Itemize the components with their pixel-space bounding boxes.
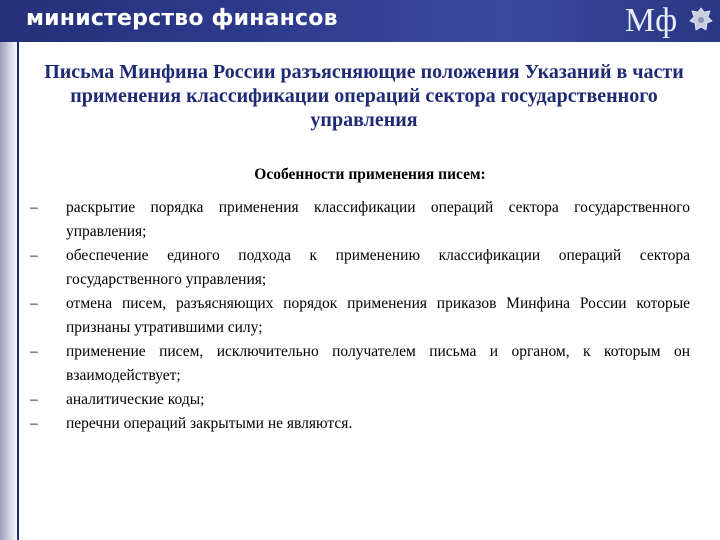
bullet-dash: – — [30, 343, 38, 360]
slide-title: Письма Минфина России разъясняющие положения Указаний в части применения классификации операций сектора государственного управления — [44, 61, 684, 131]
list-item — [30, 388, 690, 412]
bullet-dash: – — [30, 295, 38, 312]
list-item — [30, 244, 690, 292]
ministry-name: министерство финансов — [26, 6, 338, 31]
list-item-text: применение писем, исключительно получателем письма и органом, к которым он взаимодействует; — [66, 343, 690, 384]
list-item-text: аналитические коды; — [66, 391, 205, 408]
bullet-dash: – — [30, 247, 38, 264]
header-bar — [0, 0, 720, 42]
list-item — [30, 196, 690, 244]
bullet-dash: – — [30, 391, 38, 408]
list-item-text: раскрытие порядка применения классификации операций сектора государственного управления; — [66, 199, 690, 240]
left-decorative-band — [0, 42, 18, 540]
features-list — [30, 196, 690, 436]
bullet-dash: – — [30, 415, 38, 432]
list-item-text: отмена писем, разъясняющих порядок применения приказов Минфина России которые признаны утратившими силу; — [66, 295, 690, 336]
coat-of-arms-icon — [688, 6, 714, 36]
slide-subtitle: Особенности применения писем: — [254, 166, 486, 183]
list-item — [30, 412, 690, 436]
list-item — [30, 340, 690, 388]
list-item — [30, 292, 690, 340]
list-item-text: обеспечение единого подхода к применению классификации операций сектора государственного управления; — [66, 247, 690, 288]
bullet-dash: – — [30, 199, 38, 216]
ministry-logo: Мф — [624, 2, 678, 39]
list-item-text: перечни операций закрытыми не являются. — [66, 415, 353, 432]
left-vertical-line — [17, 42, 19, 540]
